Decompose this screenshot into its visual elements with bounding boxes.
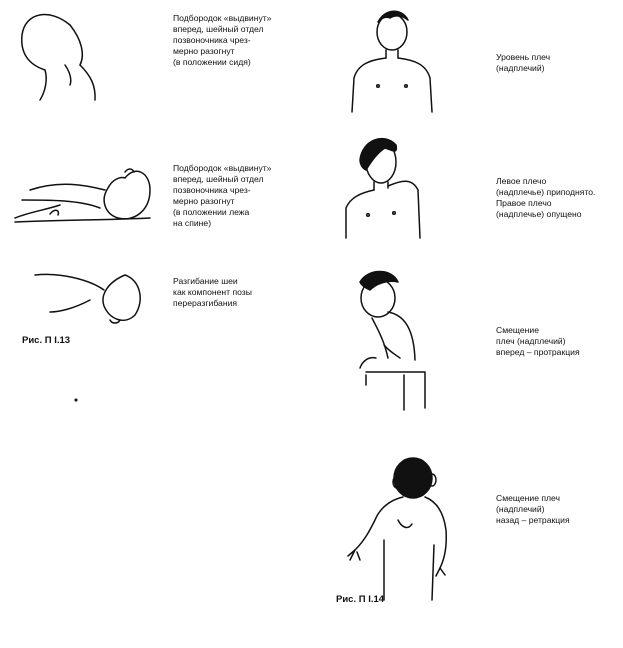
caption-lying-chin: Подбородок «выдвинут» вперед, шейный отдел позвоночника чрез- мерно разогнут (в положении лежа на спине) [173,163,272,228]
caption-protraction: Смещение плеч (надплечий) вперед – протракция [496,325,580,357]
sketch-shoulder-level [352,11,432,112]
sketch-seated-chin-forward [22,15,95,100]
caption-shoulder-asymmetry: Левое плечо (надплечье) приподнято. Правое плечо (надплечье) опущено [496,176,596,219]
caption-seated-chin: Подбородок «выдвинут» вперед, шейный отдел позвоночника чрез- мерно разогнут (в положении сидя) [173,13,272,67]
sketch-shoulder-asymmetry [346,139,420,238]
stray-dot [75,399,77,401]
caption-shoulder-level: Уровень плеч (надплечий) [496,52,551,73]
sketch-protraction [360,272,425,411]
figure-label-13: Рис. П I.13 [22,335,71,346]
figure-label-14: Рис. П I.14 [336,594,385,605]
sketch-lying-chin-forward [15,169,150,222]
sketch-neck-extension [35,274,140,323]
caption-neck-extension: Разгибание шеи как компонент позы переразгибания [173,276,252,308]
caption-retraction: Смещение плеч (надплечий) назад – ретракция [496,493,570,525]
sketch-retraction [348,458,446,600]
